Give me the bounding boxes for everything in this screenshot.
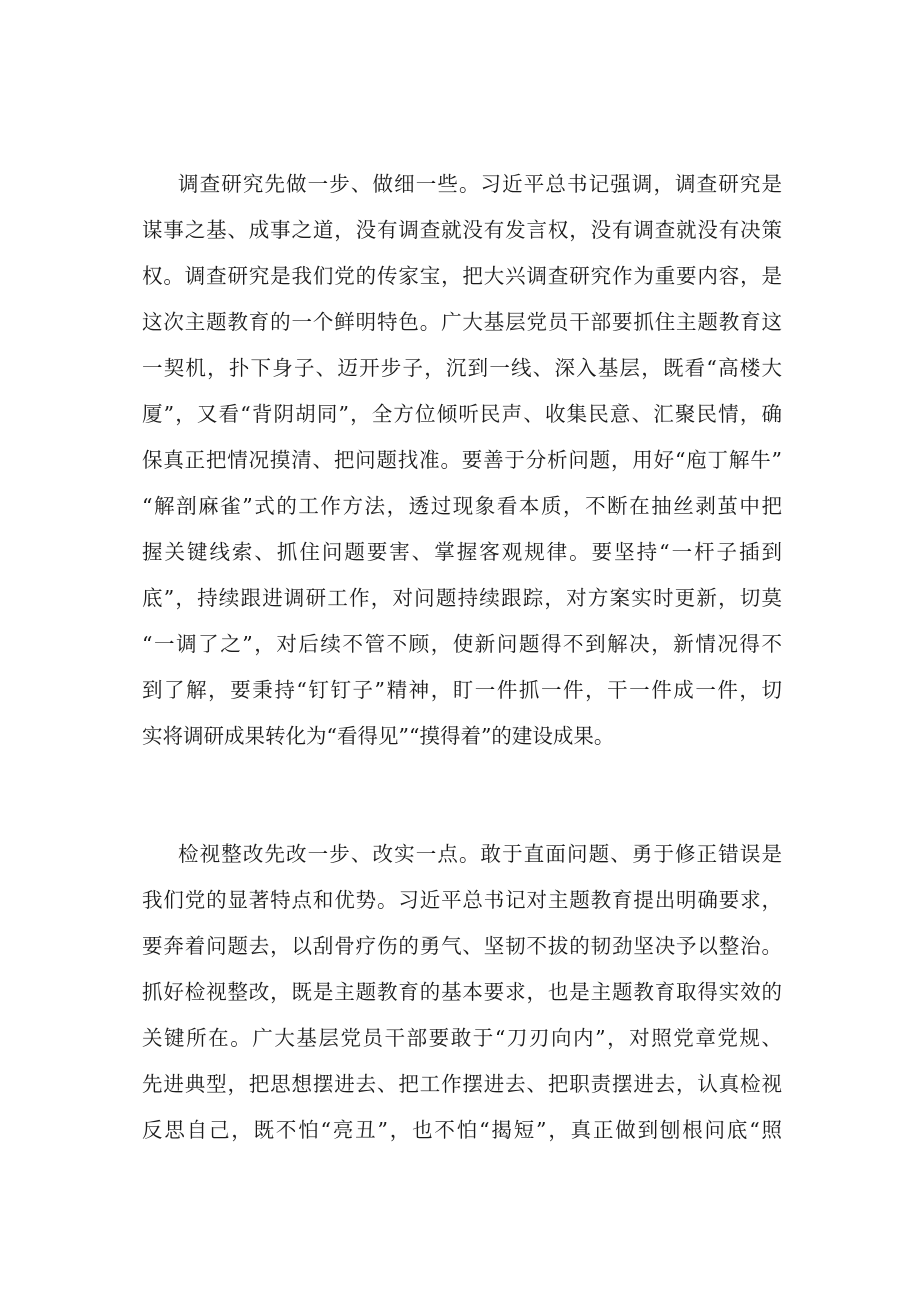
text-line: 谋事之基、成事之道，没有调查就没有发言权，没有调查就没有决策: [142, 218, 782, 242]
text-line: 要奔着问题去，以刮骨疗伤的勇气、坚韧不拔的韧劲坚决予以整治。: [142, 934, 782, 958]
text-line: “解剖麻雀”式的工作方法，透过现象看本质，不断在抽丝剥茧中把: [142, 494, 782, 518]
text-line: 厦”，又看“背阴胡同”，全方位倾听民声、收集民意、汇聚民情，确: [142, 402, 782, 426]
text-line: 一契机，扑下身子、迈开步子，沉到一线、深入基层，既看“高楼大: [142, 356, 782, 380]
text-line: 先进典型，把思想摆进去、把工作摆进去、把职责摆进去，认真检视: [142, 1072, 782, 1096]
text-line: 到了解，要秉持“钉钉子”精神，盯一件抓一件，干一件成一件，切: [142, 678, 782, 702]
text-line: 抓好检视整改，既是主题教育的基本要求，也是主题教育取得实效的: [142, 980, 782, 1004]
text-line: 关键所在。广大基层党员干部要敢于“刀刃向内”，对照党章党规、: [142, 1026, 782, 1050]
text-line: 我们党的显著特点和优势。习近平总书记对主题教育提出明确要求，: [142, 888, 782, 912]
text-line: 调查研究先做一步、做细一些。习近平总书记强调，调查研究是: [178, 172, 782, 196]
text-line: 权。调查研究是我们党的传家宝，把大兴调查研究作为重要内容，是: [142, 264, 782, 288]
text-line: 保真正把情况摸清、把问题找准。要善于分析问题，用好“庖丁解牛”: [142, 448, 782, 472]
text-line: 握关键线索、抓住问题要害、掌握客观规律。要坚持“一杆子插到: [142, 540, 782, 564]
text-line: 这次主题教育的一个鲜明特色。广大基层党员干部要抓住主题教育这: [142, 310, 782, 334]
text-line: 实将调研成果转化为“看得见”“摸得着”的建设成果。: [142, 724, 615, 748]
text-line: 反思自己，既不怕“亮丑”，也不怕“揭短”，真正做到刨根问底“照: [142, 1118, 782, 1142]
text-line: “一调了之”，对后续不管不顾，使新问题得不到解决，新情况得不: [142, 632, 782, 656]
text-line: 检视整改先改一步、改实一点。敢于直面问题、勇于修正错误是: [178, 842, 782, 866]
text-line: 底”，持续跟进调研工作，对问题持续跟踪，对方案实时更新，切莫: [142, 586, 782, 610]
